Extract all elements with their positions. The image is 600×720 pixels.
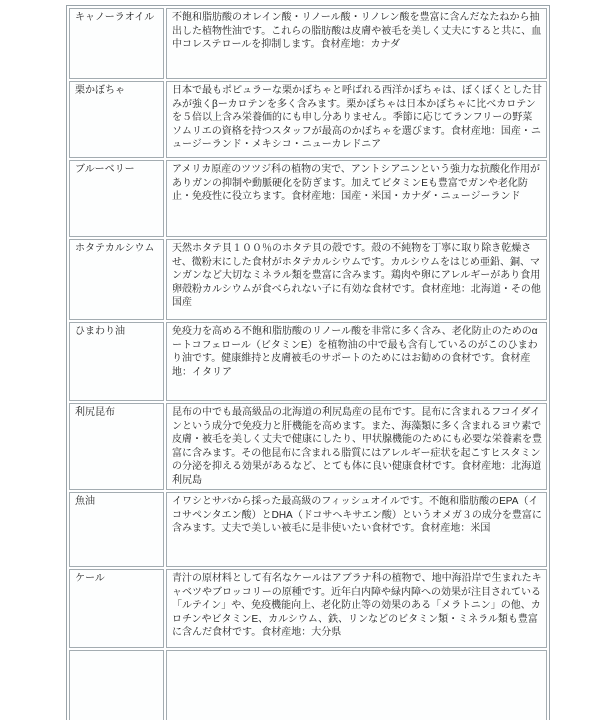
table-row [69,492,547,567]
table-row [69,160,547,237]
ingredient-name-cell: ブルーベリー [69,160,164,237]
ingredient-description-cell: イワシとサバから採った最高級のフィッシュオイルです。不飽和脂肪酸のEPA（イコサペンタエン酸）とDHA（ドコサヘキサエン酸）というオメガ３の成分を豊富に含みます。丈夫で美しい被毛に是非使いたい食材です。食材産地：米国 [166,492,547,567]
ingredient-name-cell: キャノーラオイル [69,8,164,79]
table-row [69,81,547,158]
ingredient-description-cell: アメリカ原産のツツジ科の植物の実で、アントシアニンという強力な抗酸化作用がありガンの抑制や動脈硬化を防ぎます。加えてビタミンEも豊富でガンや老化防止・免疫性に役立ちます。食材産地：国産・米国・カナダ・ニュージーランド [166,160,547,237]
ingredient-name-cell: ケール [69,569,164,648]
table-row [69,569,547,648]
ingredient-name-cell: ひまわり油 [69,322,164,401]
ingredient-description-cell: 天然ホタテ貝１００％のホタテ貝の殻です。殻の不純物を丁寧に取り除き乾燥させ、微粉末にした食材がホタテカルシウムです。カルシウムをはじめ亜鉛、銅、マンガンなど大切なミネラル類を豊富に含みます。鶏肉や卵にアレルギーがあり食用卵殻粉カルシウムが食べられない子に有効な食材です。食材産地：北海道・その他国産 [166,239,547,320]
ingredient-name-cell: 魚油 [69,492,164,567]
ingredient-description-cell: 昆布の中でも最高級品の北海道の利尻島産の昆布です。昆布に含まれるフコイダインという成分で免疫力と肝機能を高めます。また、海藻類に多く含まれるヨウ素で皮膚・被毛を美しく丈夫で健康にしたり、甲状腺機能のためにも必要な栄養素を豊富に含みます。その他昆布に含まれる脂質にはアレルギー症状を起こすヒスタミンの分泌を抑える効果があるなど、とても体に良い健康食材です。食材産地：北海道利尻島 [166,403,547,490]
ingredient-name-cell: 利尻昆布 [69,403,164,490]
ingredient-description-cell [166,650,547,720]
ingredient-table-body [69,8,547,720]
ingredient-description-cell: 免疫力を高める不飽和脂肪酸のリノール酸を非常に多く含み、老化防止のためのαートコフェロール（ビタミンE）を植物油の中で最も含有しているのがこのひまわり油です。健康維持と皮膚被毛のサポートのためにはお勧めの食材です。食材産地：イタリア [166,322,547,401]
ingredient-description-cell: 日本で最もポピュラーな栗かぼちゃと呼ばれる西洋かぼちゃは、ぼくぼくとした甘みが強くβーカロテンを多く含みます。栗かぼちゃは日本かぼちゃに比べカロテンを５倍以上含み栄養価的にも申し分ありません。季節に応じてランフリーの野菜ソムリエの資格を持つスタッフが最高のかぼちゃを選びます。食材産地：国産・ニュージーランド・メキシコ・ニューカレドニア [166,81,547,158]
ingredient-name-cell: ホタテカルシウム [69,239,164,320]
ingredient-name-cell [69,650,164,720]
table-row-empty [69,650,547,720]
table-row [69,322,547,401]
table-row [69,239,547,320]
ingredient-description-cell: 青汁の原材料として有名なケールはアブラナ科の植物で、地中海沿岸で生まれたキャベツやブロッコリーの原種です。近年白内障や緑内障への効果が注目されている「ルテイン」や、免疫機能向上、老化防止等の効果のある「メラトニン」の他、カロチンやビタミンE、カルシウム、鉄、リンなどのビタミン類・ミネラル類も豊富に含んだ食材です。食材産地：大分県 [166,569,547,648]
ingredient-table [66,5,550,720]
ingredient-description-cell: 不飽和脂肪酸のオレイン酸・リノール酸・リノレン酸を豊富に含んだなたねから抽出した植物性油です。これらの脂肪酸は皮膚や被毛を美しく丈夫にすると共に、血中コレステロールを抑制します。食材産地：カナダ [166,8,547,79]
table-row [69,403,547,490]
ingredient-name-cell: 栗かぼちゃ [69,81,164,158]
table-row [69,8,547,79]
